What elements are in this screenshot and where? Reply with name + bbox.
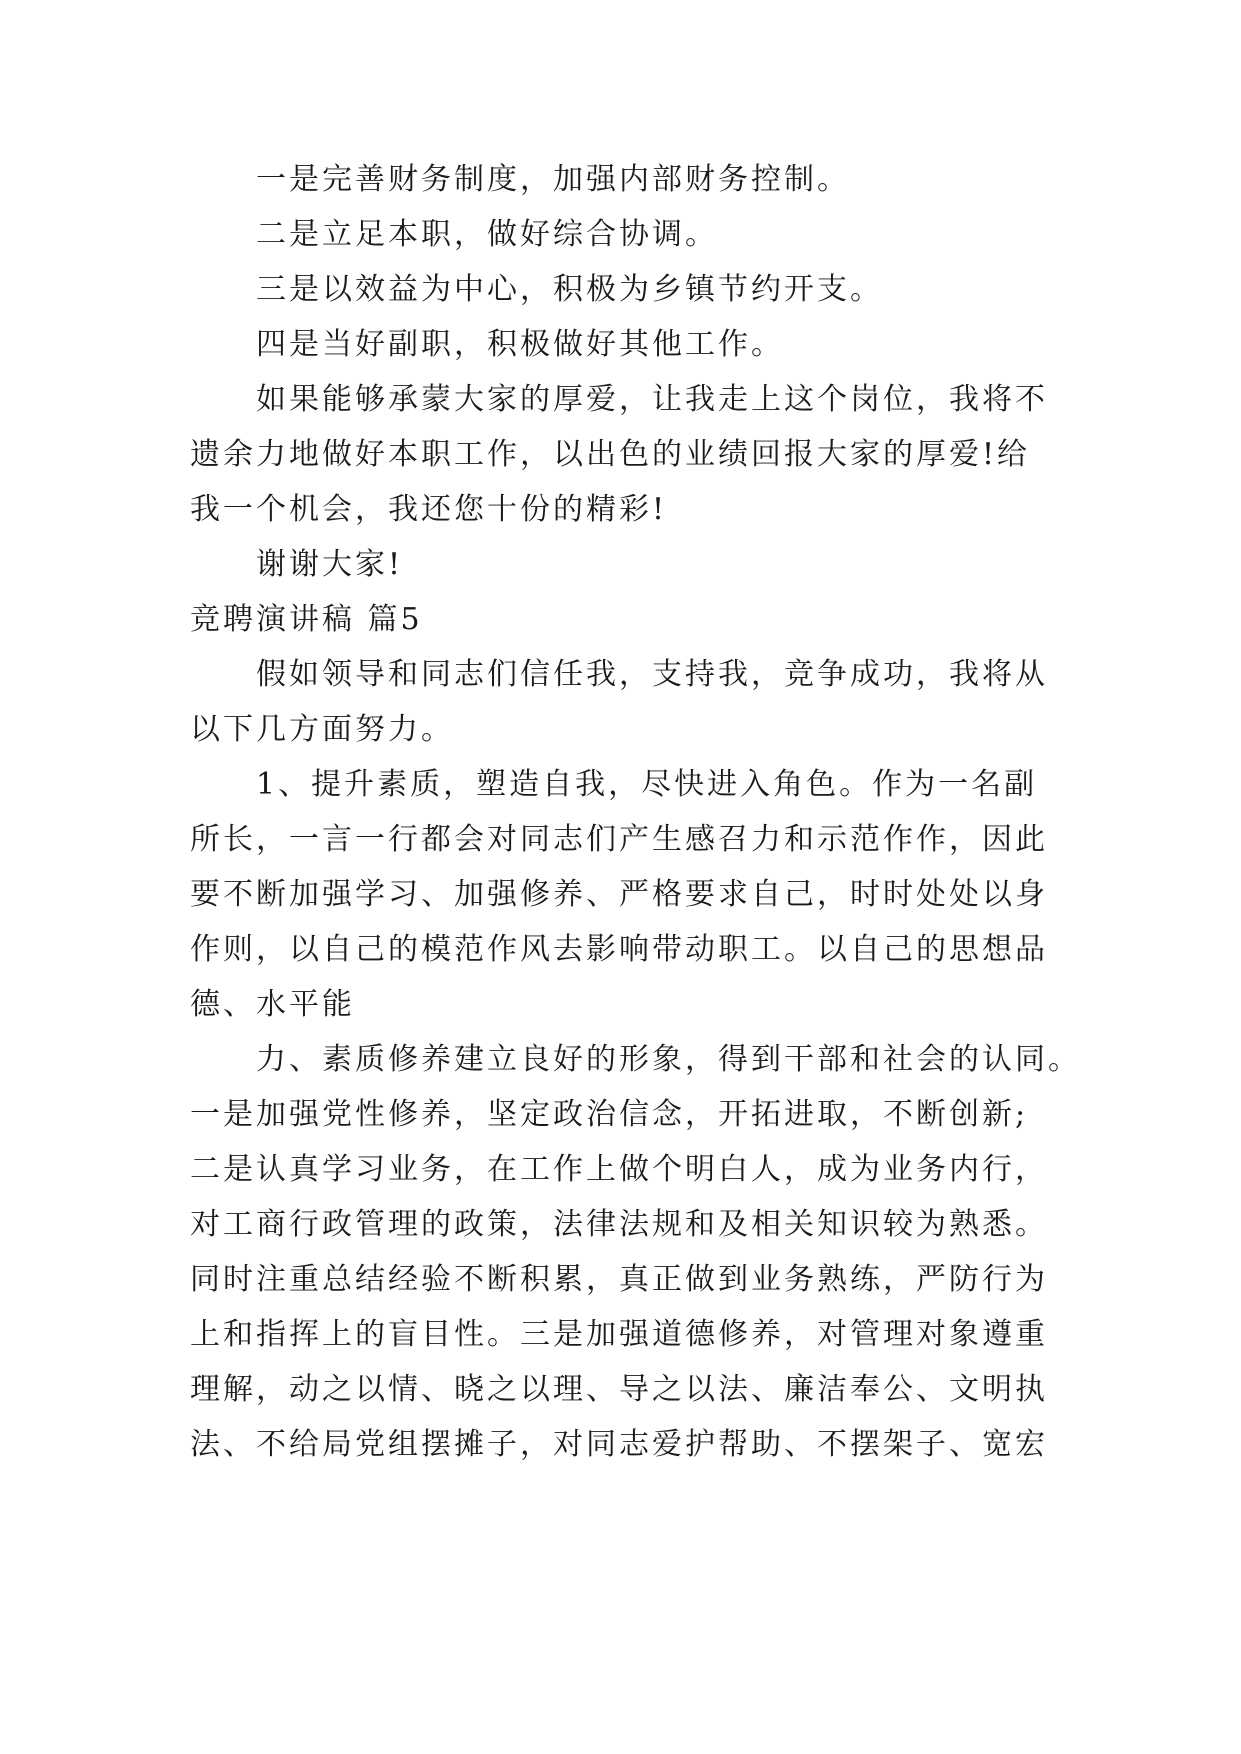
text-line: 二是认真学习业务，在工作上做个明白人，成为业务内行， [190, 1152, 1048, 1187]
text-line: 德、水平能 [190, 987, 355, 1022]
text-line: 谢谢大家! [256, 547, 404, 582]
text-line: 遗余力地做好本职工作，以出色的业绩回报大家的厚爱!给 [190, 437, 1031, 472]
text-line: 三是以效益为中心，积极为乡镇节约开支。 [256, 272, 883, 307]
text-line: 1、提升素质，塑造自我，尽快进入角色。作为一名副 [256, 767, 1038, 802]
text-line: 所长，一言一行都会对同志们产生感召力和示范作作，因此 [190, 822, 1048, 857]
text-line: 我一个机会，我还您十份的精彩! [190, 492, 668, 527]
text-line: 一是完善财务制度，加强内部财务控制。 [256, 162, 850, 197]
text-line: 二是立足本职，做好综合协调。 [256, 217, 718, 252]
text-line: 一是加强党性修养，坚定政治信念，开拓进取，不断创新; [190, 1097, 1029, 1132]
text-line: 理解，动之以情、晓之以理、导之以法、廉洁奉公、文明执 [190, 1372, 1048, 1407]
text-line: 同时注重总结经验不断积累，真正做到业务熟练，严防行为 [190, 1262, 1048, 1297]
text-line: 四是当好副职，积极做好其他工作。 [256, 327, 784, 362]
text-line: 上和指挥上的盲目性。三是加强道德修养，对管理对象遵重 [190, 1317, 1048, 1352]
text-line: 作则，以自己的模范作风去影响带动职工。以自己的思想品 [190, 932, 1048, 967]
text-line: 如果能够承蒙大家的厚爱，让我走上这个岗位，我将不 [256, 382, 1048, 417]
text-line: 以下几方面努力。 [190, 712, 454, 747]
text-line: 假如领导和同志们信任我，支持我，竞争成功，我将从 [256, 657, 1048, 692]
text-line: 要不断加强学习、加强修养、严格要求自己，时时处处以身 [190, 877, 1048, 912]
text-line: 力、素质修养建立良好的形象，得到干部和社会的认同。 [256, 1042, 1081, 1077]
section-heading: 竞聘演讲稿 篇5 [190, 602, 423, 637]
text-line: 法、不给局党组摆摊子，对同志爱护帮助、不摆架子、宽宏 [190, 1427, 1048, 1462]
text-line: 对工商行政管理的政策，法律法规和及相关知识较为熟悉。 [190, 1207, 1048, 1242]
